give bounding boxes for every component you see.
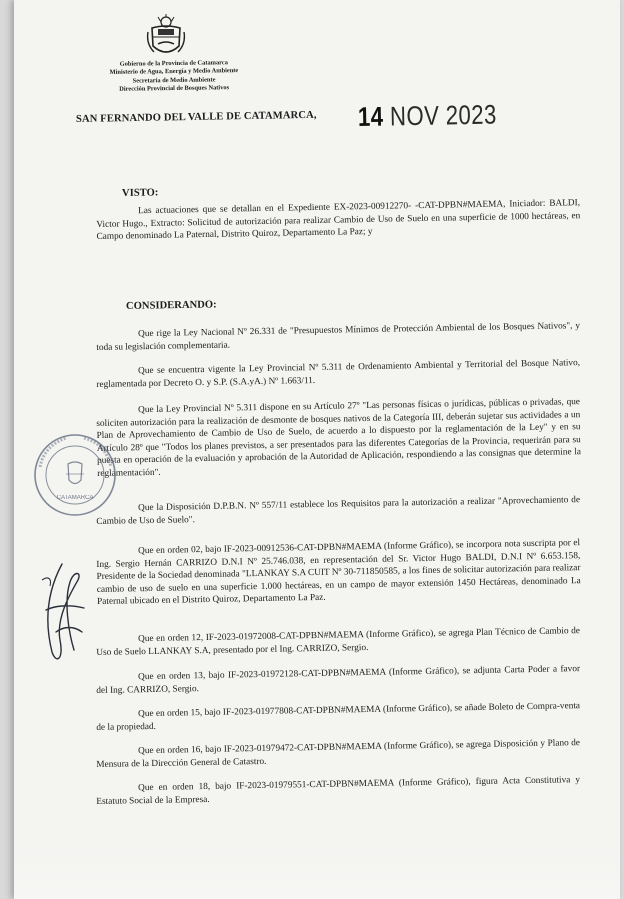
coat-of-arms-icon [146,14,186,60]
considerando-paragraph: Que la Disposición D.P.B.N. Nº 557/11 establece los Requisitos para la autorización a realizar "Aprovechamiento de Cambio de Uso de Suelo". [96,495,581,527]
document-page [14,0,620,899]
considerando-paragraph: Que en orden 15, bajo IF-2023-01977808-CAT-DPBN#MAEMA (Informe Gráfico), se añade Boleto de Compra-venta de la propiedad. [96,701,581,733]
considerando-paragraph: Que se encuentra vigente la Ley Provincial Nº 5.311 de Ordenamiento Ambiental y Territorial del Bosque Nativo, reglamentada por Decreto O. y S.P. (S.A.yA.) Nº 1.663/11. [96,358,581,390]
header-line: Dirección Provincial de Bosques Nativos [119,84,230,93]
header-line: Gobierno de la Provincia de Catamarca [119,59,228,68]
considerando-paragraph: Que la Ley Provincial Nº 5.311 dispone en su Artículo 27º "Las personas físicas o jurídicas, públicas o privadas, que soliciten autorización para la realización de desmonte de bosques nativos de la Categoría III, deberán sujetar sus actividades a un Plan de Aprovechamiento de Cambio de Uso de Suelo, de acuerdo a lo dispuesto por la reglamentación de la Ley" y en su Artículo 28º que "Todos los planes previstos, a ser presentados para las diferentes Categorías de la Provincia, requerirán para su puesta en operación de la evaluación y aprobación de la Autoridad de Aplicación, respondiendo a las consignas que determine la reglamentación". [96,397,582,479]
considerando-paragraph: Que en orden 16, bajo IF-2023-01979472-CAT-DPBN#MAEMA (Informe Gráfico), se agrega Disposición y Plano de Mensura de la Dirección General de Catastro. [96,738,581,770]
date-stamp [358,100,497,133]
header-line: Ministerio de Agua, Energía y Medio Ambiente [109,67,239,77]
handwritten-signature [34,560,94,670]
page-bottom-fade [14,839,620,899]
stamp-text: CATAMARCA [56,495,94,501]
considerando-paragraph: Que en orden 02, bajo IF-2023-00912536-CAT-DPBN#MAEMA (Informe Gráfico), se incorpora nota suscripta por el Ing. Sergio Hernán CARRIZO D.N.I Nº 25.746.038, en representación del Sr. Victor Hugo BALDI, D.N.I Nº 6.653.158, Presidente de la Sociedad denominada "LLANKAY S.A CUIT Nº 30-711850585, a los fines de solicitar autorización para realizar cambio de uso de suelo en una superficie 1.000 hectáreas, en un campo de mayor extensión 1450 Hectáreas, denominado La Paternal ubicado en el Distrito Quiroz, Departamento La Paz. [96,538,581,608]
visto-heading: VISTO: [121,187,159,199]
date-stamp-day: 14 [357,101,384,132]
header-line: Secretaría de Medio Ambiente [132,76,216,85]
place-line: SAN FERNANDO DEL VALLE DE CATAMARCA, [75,109,317,125]
considerando-paragraph: Que en orden 18, bajo IF-2023-01979551-CAT-DPBN#MAEMA (Informe Gráfico), figura Acta Constitutiva y Estatuto Social de la Empresa. [96,775,581,807]
considerando-paragraph: Que rige la Ley Nacional Nº 26.331 de "Presupuestos Mínimos de Protección Ambiental de los Bosques Nativos", y toda su legislación complementaria. [96,321,581,353]
institution-header [74,59,274,95]
considerando-paragraph: Que en orden 13, bajo IF-2023-01972128-CAT-DPBN#MAEMA (Informe Gráfico), se adjunta Carta Poder a favor del Ing. CARRIZO, Sergio. [96,664,581,696]
visto-text: Las actuaciones que se detallan en el Expediente EX-2023-00912270- -CAT-DPBN#MAEMA, Iniciador: BALDI, Victor Hugo., Extracto: Solicitud de autorización para realizar Cambio de Uso de Suelo en una superficie de 1000 hectáreas, en Campo denominado La Paternal, Distrito Quiroz, Departamento La Paz; y [96,198,581,243]
date-stamp-month-year: NOV 2023 [389,99,497,132]
considerando-paragraph: Que en orden 12, IF-2023-01972008-CAT-DPBN#MAEMA (Informe Gráfico), se agrega Plan Técnico de Cambio de Uso de Suelo LLANKAY S.A, presentado por el Ing. CARRIZO, Sergio. [96,626,581,658]
official-round-stamp [32,432,118,518]
considerando-heading: CONSIDERANDO: [125,299,217,312]
